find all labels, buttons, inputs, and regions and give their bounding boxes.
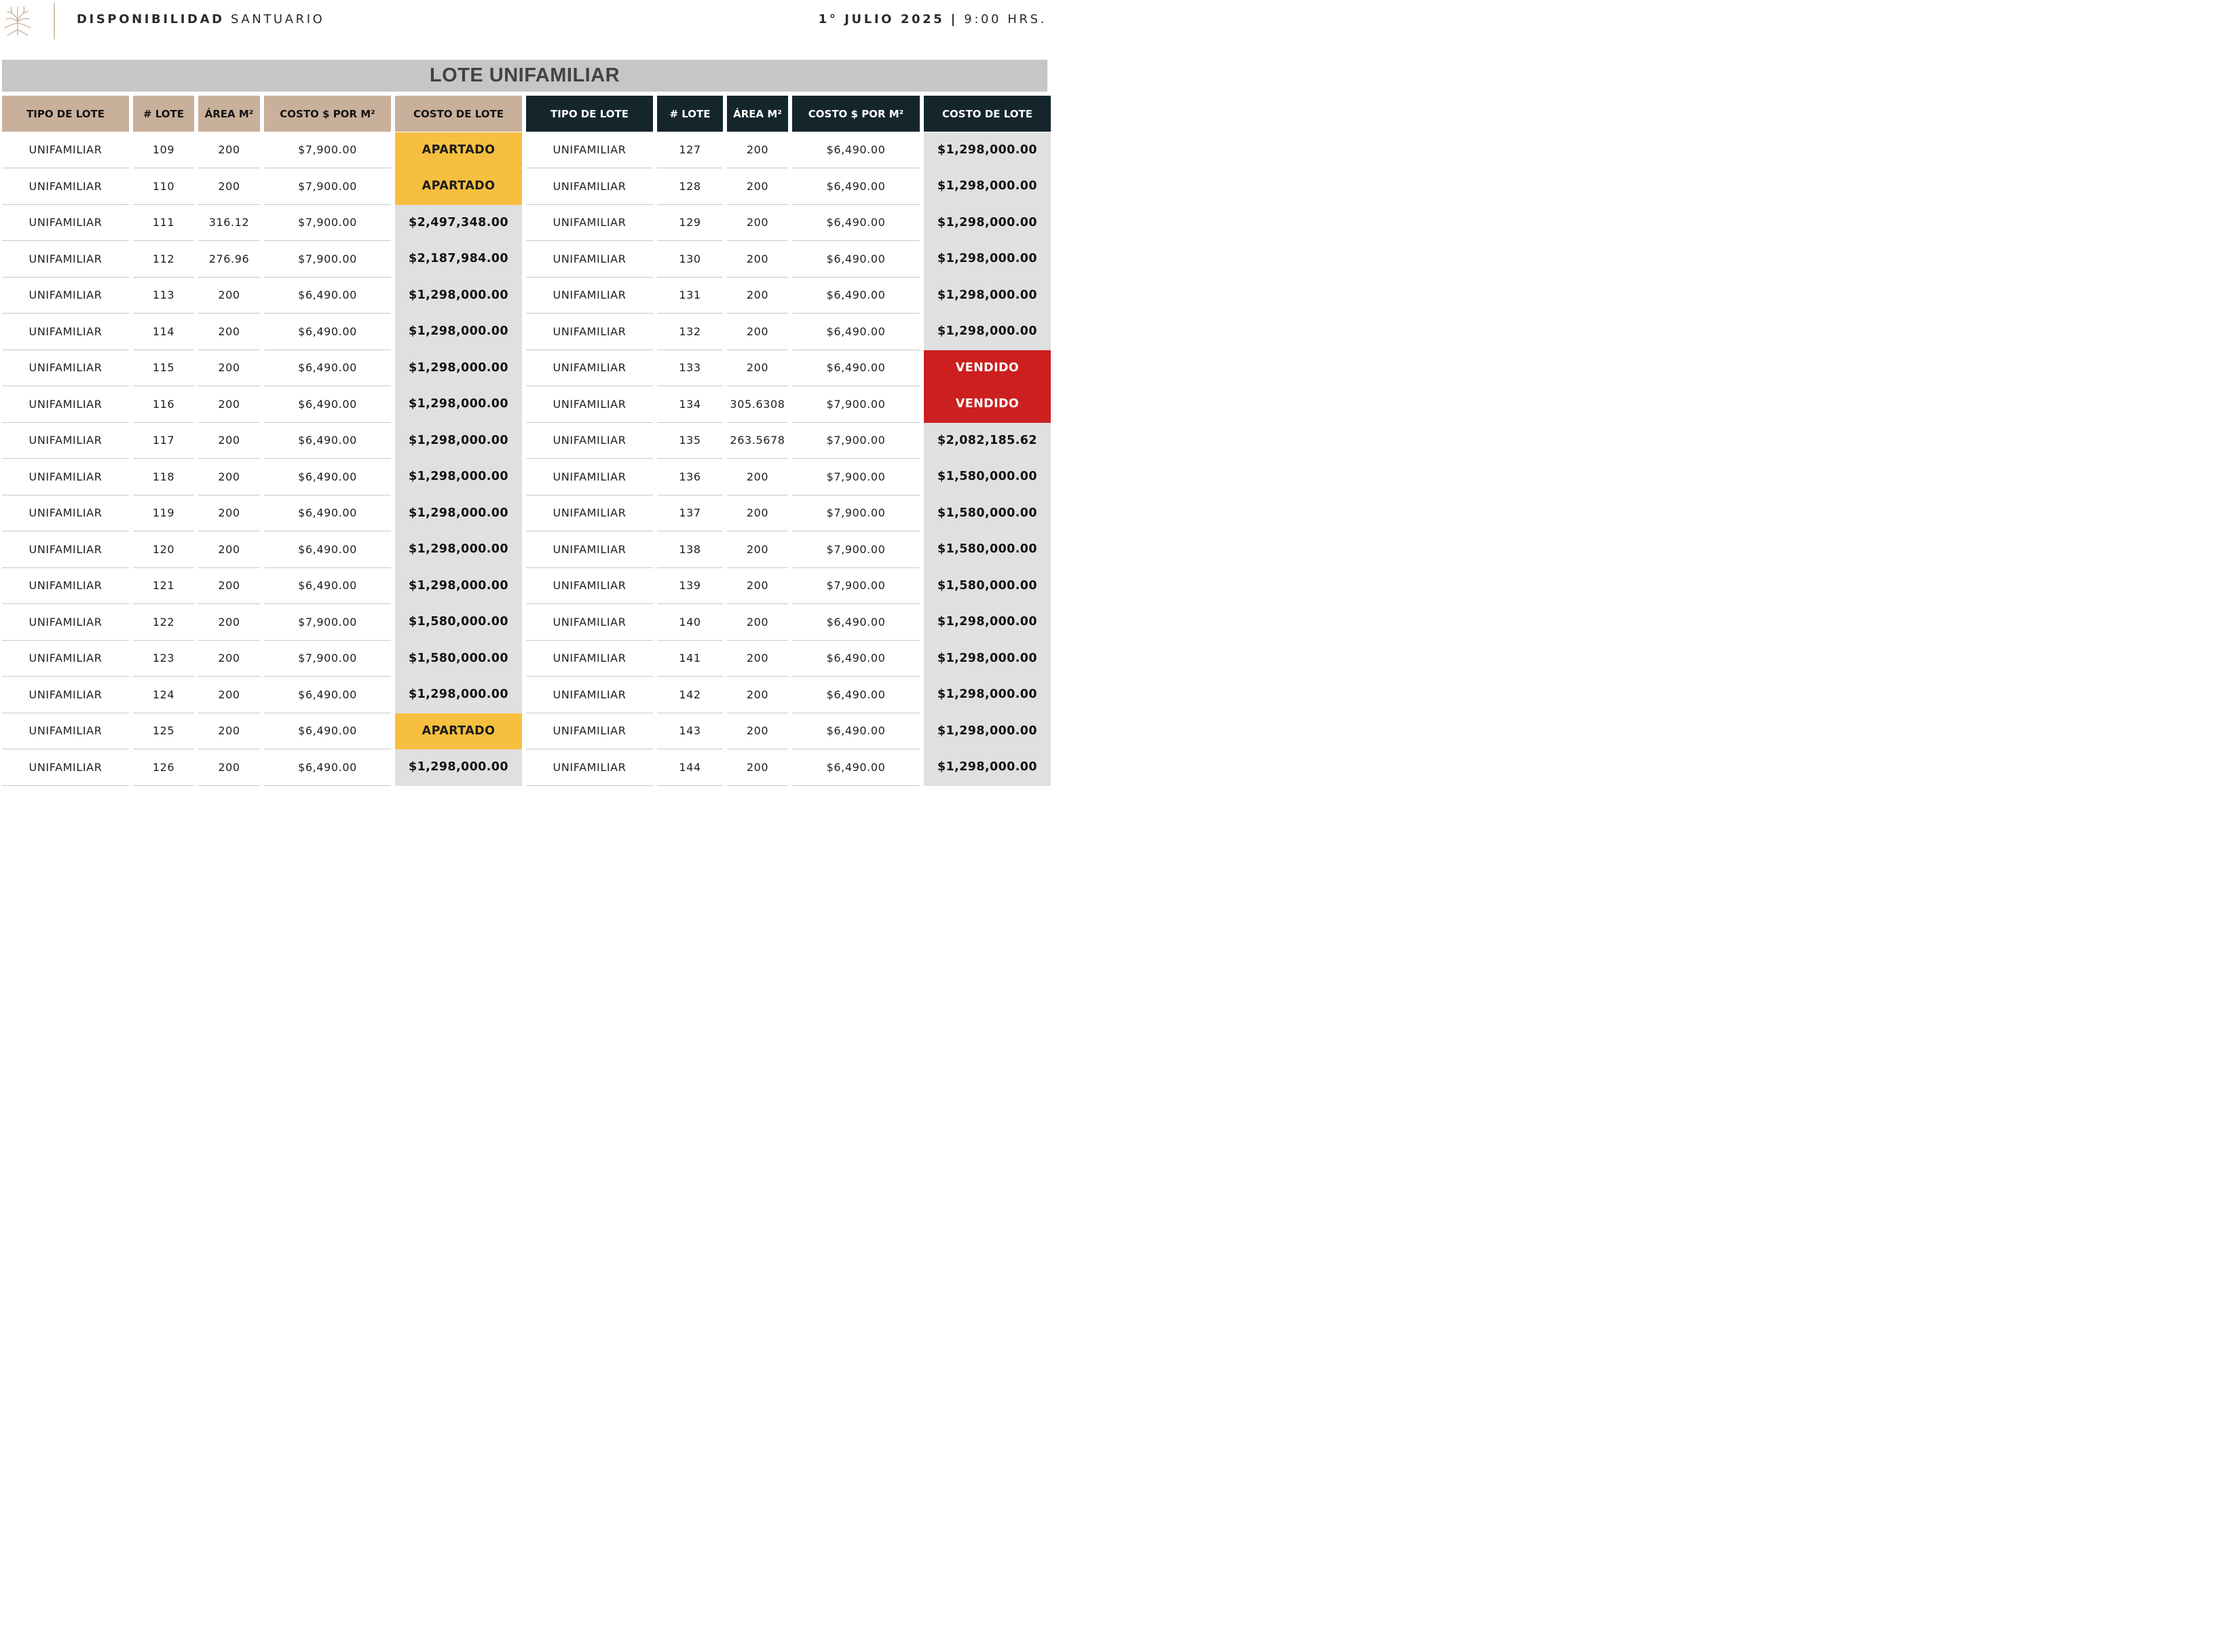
left-lote-number: 111	[133, 205, 194, 242]
right-lote-tipo: UNIFAMILIAR	[526, 386, 653, 423]
left-lote-area: 200	[198, 749, 260, 786]
left-costo-por-m2: $7,900.00	[264, 641, 391, 677]
right-lote-area: 200	[727, 713, 788, 750]
right-costo-lote: $1,298,000.00	[924, 278, 1051, 314]
left-lote-area: 200	[198, 168, 260, 205]
right-lote-number: 137	[657, 495, 723, 532]
left-lote-number: 112	[133, 241, 194, 278]
right-lote-tipo: UNIFAMILIAR	[526, 677, 653, 713]
left-lote-tipo: UNIFAMILIAR	[2, 531, 129, 568]
right-lote-tipo: UNIFAMILIAR	[526, 314, 653, 350]
right-costo-lote: $1,580,000.00	[924, 568, 1051, 605]
right-costo-lote: $1,298,000.00	[924, 168, 1051, 205]
right-costo-por-m2: $6,490.00	[792, 604, 920, 641]
right-costo-lote: VENDIDO	[924, 386, 1051, 423]
right-lote-area: 263.5678	[727, 423, 788, 459]
left-costo-por-m2: $6,490.00	[264, 677, 391, 713]
left-costo-por-m2: $7,900.00	[264, 241, 391, 278]
left-lote-number: 117	[133, 423, 194, 459]
header-costo-m2-left: COSTO $ POR M²	[264, 96, 391, 132]
right-lote-tipo: UNIFAMILIAR	[526, 641, 653, 677]
right-costo-lote: $2,082,185.62	[924, 423, 1051, 459]
right-lote-area: 200	[727, 205, 788, 242]
header-area-right: ÁREA M²	[727, 96, 788, 132]
date-time	[819, 12, 1047, 26]
right-lote-tipo: UNIFAMILIAR	[526, 713, 653, 750]
left-lote-tipo: UNIFAMILIAR	[2, 386, 129, 423]
left-lote-tipo: UNIFAMILIAR	[2, 459, 129, 495]
right-lote-number: 140	[657, 604, 723, 641]
left-costo-lote: $1,298,000.00	[395, 386, 522, 423]
left-costo-por-m2: $7,900.00	[264, 205, 391, 242]
left-costo-lote: $1,298,000.00	[395, 568, 522, 605]
left-lote-number: 121	[133, 568, 194, 605]
left-costo-lote: $1,580,000.00	[395, 604, 522, 641]
left-costo-por-m2: $6,490.00	[264, 713, 391, 750]
left-lote-area: 200	[198, 278, 260, 314]
right-lote-number: 135	[657, 423, 723, 459]
right-lote-number: 143	[657, 713, 723, 750]
right-costo-lote: VENDIDO	[924, 350, 1051, 387]
right-lote-area: 200	[727, 749, 788, 786]
right-lote-area: 200	[727, 168, 788, 205]
left-lote-number: 124	[133, 677, 194, 713]
right-costo-lote: $1,298,000.00	[924, 314, 1051, 350]
right-costo-lote: $1,298,000.00	[924, 205, 1051, 242]
right-lote-number: 134	[657, 386, 723, 423]
left-lote-number: 109	[133, 132, 194, 169]
right-lote-number: 128	[657, 168, 723, 205]
right-lote-tipo: UNIFAMILIAR	[526, 459, 653, 495]
left-costo-por-m2: $7,900.00	[264, 604, 391, 641]
right-lote-area: 200	[727, 459, 788, 495]
left-costo-lote: $1,298,000.00	[395, 350, 522, 387]
right-costo-lote: $1,298,000.00	[924, 241, 1051, 278]
left-lote-number: 120	[133, 531, 194, 568]
right-costo-lote: $1,298,000.00	[924, 749, 1051, 786]
left-lote-tipo: UNIFAMILIAR	[2, 241, 129, 278]
right-costo-lote: $1,298,000.00	[924, 132, 1051, 169]
right-lote-area: 200	[727, 314, 788, 350]
right-costo-por-m2: $6,490.00	[792, 713, 920, 750]
left-lote-number: 110	[133, 168, 194, 205]
left-costo-lote: APARTADO	[395, 132, 522, 169]
left-costo-lote: $1,298,000.00	[395, 459, 522, 495]
right-costo-por-m2: $7,900.00	[792, 423, 920, 459]
left-costo-por-m2: $6,490.00	[264, 386, 391, 423]
right-lote-area: 200	[727, 132, 788, 169]
right-lote-number: 141	[657, 641, 723, 677]
header-costo-right: COSTO DE LOTE	[924, 96, 1051, 132]
left-lote-tipo: UNIFAMILIAR	[2, 205, 129, 242]
left-costo-por-m2: $6,490.00	[264, 278, 391, 314]
right-costo-por-m2: $7,900.00	[792, 459, 920, 495]
left-costo-por-m2: $6,490.00	[264, 495, 391, 532]
left-lote-area: 200	[198, 604, 260, 641]
left-costo-por-m2: $6,490.00	[264, 531, 391, 568]
left-lote-tipo: UNIFAMILIAR	[2, 168, 129, 205]
right-costo-por-m2: $7,900.00	[792, 531, 920, 568]
left-lote-tipo: UNIFAMILIAR	[2, 278, 129, 314]
title-sub: SANTUARIO	[230, 12, 325, 26]
left-lote-area: 276.96	[198, 241, 260, 278]
right-lote-number: 132	[657, 314, 723, 350]
left-lote-number: 122	[133, 604, 194, 641]
right-lote-number: 130	[657, 241, 723, 278]
left-lote-tipo: UNIFAMILIAR	[2, 132, 129, 169]
left-lote-number: 113	[133, 278, 194, 314]
right-costo-por-m2: $7,900.00	[792, 386, 920, 423]
right-costo-lote: $1,580,000.00	[924, 531, 1051, 568]
right-costo-lote: $1,298,000.00	[924, 641, 1051, 677]
date-label: 1° JULIO 2025	[818, 12, 945, 26]
left-costo-por-m2: $6,490.00	[264, 749, 391, 786]
left-costo-por-m2: $6,490.00	[264, 350, 391, 387]
right-lote-area: 200	[727, 495, 788, 532]
left-costo-lote: $1,298,000.00	[395, 531, 522, 568]
right-costo-por-m2: $7,900.00	[792, 568, 920, 605]
right-lote-tipo: UNIFAMILIAR	[526, 423, 653, 459]
header-divider	[54, 3, 55, 39]
left-lote-area: 200	[198, 386, 260, 423]
left-lote-area: 200	[198, 677, 260, 713]
header-costo-left: COSTO DE LOTE	[395, 96, 522, 132]
left-lote-area: 200	[198, 568, 260, 605]
right-lote-tipo: UNIFAMILIAR	[526, 168, 653, 205]
page-title	[77, 12, 324, 26]
left-costo-lote: $2,187,984.00	[395, 241, 522, 278]
left-lote-tipo: UNIFAMILIAR	[2, 641, 129, 677]
left-lote-area: 200	[198, 350, 260, 387]
tree-logo-icon	[2, 5, 33, 37]
left-costo-lote: $1,298,000.00	[395, 314, 522, 350]
right-lote-tipo: UNIFAMILIAR	[526, 495, 653, 532]
left-costo-por-m2: $6,490.00	[264, 423, 391, 459]
right-lote-area: 200	[727, 641, 788, 677]
left-lote-area: 200	[198, 495, 260, 532]
right-lote-number: 131	[657, 278, 723, 314]
left-lote-number: 123	[133, 641, 194, 677]
left-lote-number: 115	[133, 350, 194, 387]
left-lote-tipo: UNIFAMILIAR	[2, 604, 129, 641]
right-lote-area: 200	[727, 604, 788, 641]
left-costo-lote: $1,298,000.00	[395, 278, 522, 314]
right-costo-por-m2: $6,490.00	[792, 205, 920, 242]
right-lote-number: 129	[657, 205, 723, 242]
left-lote-tipo: UNIFAMILIAR	[2, 314, 129, 350]
right-lote-number: 138	[657, 531, 723, 568]
right-costo-por-m2: $6,490.00	[792, 314, 920, 350]
right-lote-number: 144	[657, 749, 723, 786]
time-label: 9:00 HRS.	[964, 12, 1047, 26]
right-lote-area: 305.6308	[727, 386, 788, 423]
header-tipo-right: TIPO DE LOTE	[526, 96, 653, 132]
left-lote-number: 125	[133, 713, 194, 750]
right-costo-por-m2: $6,490.00	[792, 168, 920, 205]
right-costo-lote: $1,298,000.00	[924, 604, 1051, 641]
right-lote-area: 200	[727, 241, 788, 278]
section-title: LOTE UNIFAMILIAR	[2, 60, 1047, 92]
left-lote-area: 200	[198, 531, 260, 568]
header-lote-left: # LOTE	[133, 96, 194, 132]
left-lote-area: 316.12	[198, 205, 260, 242]
right-lote-tipo: UNIFAMILIAR	[526, 132, 653, 169]
right-costo-por-m2: $6,490.00	[792, 749, 920, 786]
right-lote-tipo: UNIFAMILIAR	[526, 604, 653, 641]
left-lote-area: 200	[198, 423, 260, 459]
left-lote-tipo: UNIFAMILIAR	[2, 423, 129, 459]
left-lote-tipo: UNIFAMILIAR	[2, 749, 129, 786]
left-costo-lote: $1,580,000.00	[395, 641, 522, 677]
right-costo-por-m2: $6,490.00	[792, 241, 920, 278]
right-lote-number: 133	[657, 350, 723, 387]
right-lote-area: 200	[727, 350, 788, 387]
left-lote-area: 200	[198, 641, 260, 677]
left-costo-lote: APARTADO	[395, 168, 522, 205]
left-lote-area: 200	[198, 713, 260, 750]
right-lote-number: 139	[657, 568, 723, 605]
right-lote-number: 136	[657, 459, 723, 495]
right-lote-area: 200	[727, 568, 788, 605]
left-lote-number: 118	[133, 459, 194, 495]
right-costo-lote: $1,298,000.00	[924, 677, 1051, 713]
right-lote-tipo: UNIFAMILIAR	[526, 350, 653, 387]
right-lote-number: 127	[657, 132, 723, 169]
right-costo-por-m2: $6,490.00	[792, 350, 920, 387]
left-costo-por-m2: $7,900.00	[264, 168, 391, 205]
right-lote-number: 142	[657, 677, 723, 713]
right-costo-por-m2: $7,900.00	[792, 495, 920, 532]
right-costo-lote: $1,580,000.00	[924, 495, 1051, 532]
left-costo-por-m2: $7,900.00	[264, 132, 391, 169]
header-area-left: ÁREA M²	[198, 96, 260, 132]
left-lote-number: 114	[133, 314, 194, 350]
left-lote-tipo: UNIFAMILIAR	[2, 568, 129, 605]
left-lote-tipo: UNIFAMILIAR	[2, 713, 129, 750]
header-lote-right: # LOTE	[657, 96, 723, 132]
right-costo-por-m2: $6,490.00	[792, 641, 920, 677]
right-lote-area: 200	[727, 677, 788, 713]
right-lote-tipo: UNIFAMILIAR	[526, 205, 653, 242]
header-costo-m2-right: COSTO $ POR M²	[792, 96, 920, 132]
left-lote-area: 200	[198, 314, 260, 350]
right-costo-lote: $1,580,000.00	[924, 459, 1051, 495]
right-lote-area: 200	[727, 531, 788, 568]
availability-table	[2, 96, 1051, 786]
date-separator: |	[950, 12, 958, 26]
left-lote-tipo: UNIFAMILIAR	[2, 350, 129, 387]
right-lote-tipo: UNIFAMILIAR	[526, 278, 653, 314]
right-costo-lote: $1,298,000.00	[924, 713, 1051, 750]
right-costo-por-m2: $6,490.00	[792, 132, 920, 169]
left-lote-area: 200	[198, 132, 260, 169]
title-main: DISPONIBILIDAD	[77, 12, 225, 26]
right-lote-tipo: UNIFAMILIAR	[526, 749, 653, 786]
left-costo-lote: $1,298,000.00	[395, 677, 522, 713]
right-lote-tipo: UNIFAMILIAR	[526, 531, 653, 568]
left-costo-por-m2: $6,490.00	[264, 314, 391, 350]
left-lote-number: 126	[133, 749, 194, 786]
left-lote-number: 119	[133, 495, 194, 532]
left-costo-lote: APARTADO	[395, 713, 522, 750]
left-lote-tipo: UNIFAMILIAR	[2, 495, 129, 532]
left-costo-lote: $1,298,000.00	[395, 749, 522, 786]
left-costo-por-m2: $6,490.00	[264, 568, 391, 605]
left-costo-lote: $2,497,348.00	[395, 205, 522, 242]
right-lote-tipo: UNIFAMILIAR	[526, 568, 653, 605]
header-tipo-left: TIPO DE LOTE	[2, 96, 129, 132]
right-lote-tipo: UNIFAMILIAR	[526, 241, 653, 278]
left-lote-number: 116	[133, 386, 194, 423]
left-costo-lote: $1,298,000.00	[395, 423, 522, 459]
right-lote-area: 200	[727, 278, 788, 314]
left-costo-lote: $1,298,000.00	[395, 495, 522, 532]
left-lote-tipo: UNIFAMILIAR	[2, 677, 129, 713]
right-costo-por-m2: $6,490.00	[792, 278, 920, 314]
right-costo-por-m2: $6,490.00	[792, 677, 920, 713]
left-lote-area: 200	[198, 459, 260, 495]
left-costo-por-m2: $6,490.00	[264, 459, 391, 495]
